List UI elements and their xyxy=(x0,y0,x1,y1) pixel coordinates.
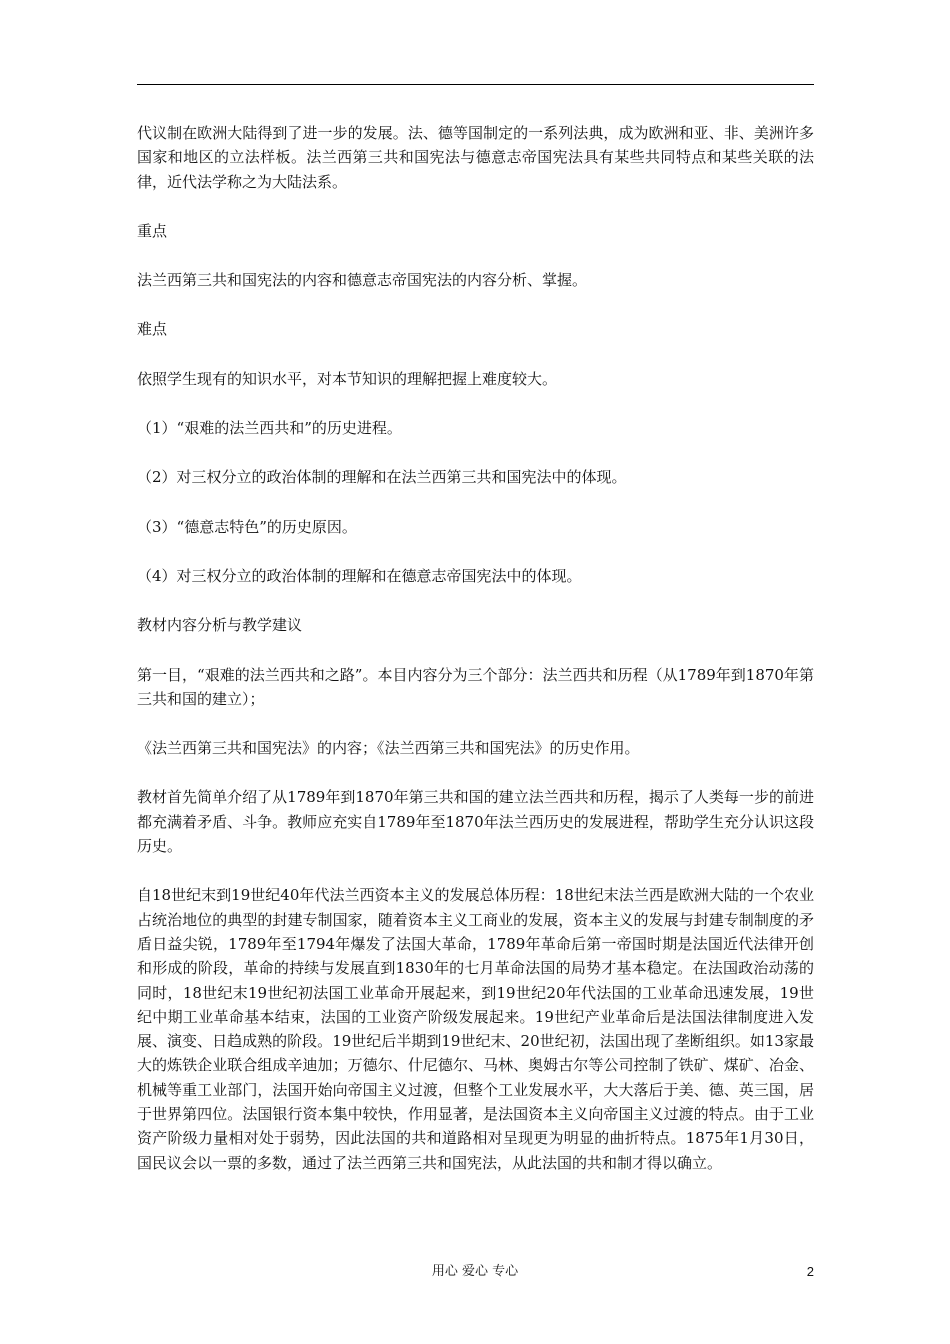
analysis-heading: 教材内容分析与教学建议 xyxy=(137,616,303,635)
key-points-text: 法兰西第三共和国宪法的内容和德意志帝国宪法的内容分析、掌握。 xyxy=(137,271,588,290)
header-rule xyxy=(137,84,814,85)
difficulties-text: 依照学生现有的知识水平，对本节知识的理解把握上难度较大。 xyxy=(137,369,558,388)
footer-text: 用心 爱心 专心 xyxy=(431,1264,519,1279)
list-item-1: （1）“艰难的法兰西共和”的历史进程。 xyxy=(137,419,402,438)
intro-paragraph: 代议制在欧洲大陆得到了进一步的发展。法、德等国制定的一系列法典，成为欧洲和亚、非、美洲许多国家和地区的立法样板。法兰西第三共和国宪法与德意志帝国宪法具有某些共同特点和某些关联的法律，近代法学称之为大陆法系。 xyxy=(137,124,814,191)
document-body xyxy=(137,121,814,1175)
list-item-4: （4）对三权分立的政治体制的理解和在德意志帝国宪法中的体现。 xyxy=(137,566,582,585)
page-number: 2 xyxy=(806,1264,814,1279)
history-paragraph: 自18世纪末到19世纪40年代法兰西资本主义的发展总体历程：18世纪末法兰西是欧洲大陆的一个农业占统治地位的典型的封建专制国家，随着资本主义工商业的发展，资本主义的发展与封建专制制度的矛盾日益尖锐，1789年至1794年爆发了法国大革命，1789年革命后第一帝国时期是法国近代法律开创和形成的阶段，革命的持续与发展直到1830年的七月革命法国的局势才基本稳定。在法国政治动荡的同时，18世纪末19世纪初法国工业革命开展起来，到19世纪20年代法国的工业革命迅速发展，19世纪中期工业革命基本结束，法国的工业资产阶级发展起来。19世纪产业革命后是法国法律制度进入发展、演变、日趋成熟的阶段。19世纪后半期到19世纪末、20世纪初，法国出现了垄断组织。如13家最大的炼铁企业联合组成辛迪加；万德尔、什尼德尔、马林、奥姆古尔等公司控制了铁矿、煤矿、冶金、机械等重工业部门，法国开始向帝国主义过渡，但整个工业发展水平，大大落后于美、德、英三国，居于世界第四位。法国银行资本集中较快，作用显著，是法国资本主义向帝国主义过渡的特点。由于工业资产阶级力量相对处于弱势，因此法国的共和道路相对呈现更为明显的曲折特点。1875年1月30日，国民议会以一票的多数，通过了法兰西第三共和国宪法，从此法国的共和制才得以确立。 xyxy=(137,886,814,1172)
difficulties-heading: 难点 xyxy=(137,320,168,339)
section-one-paragraph: 第一目，“艰难的法兰西共和之路”。本目内容分为三个部分：法兰西共和历程（从1789年到1870年第三共和国的建立）； xyxy=(137,665,814,708)
list-item-2: （2）对三权分立的政治体制的理解和在法兰西第三共和国宪法中的体现。 xyxy=(137,468,627,487)
list-item-3: （3）“德意志特色”的历史原因。 xyxy=(137,517,357,536)
constitution-paragraph: 《法兰西第三共和国宪法》的内容；《法兰西第三共和国宪法》的历史作用。 xyxy=(137,739,640,758)
key-points-heading: 重点 xyxy=(137,221,168,240)
textbook-paragraph: 教材首先简单介绍了从1789年到1870年第三共和国的建立法兰西共和历程，揭示了人类每一步的前进都充满着矛盾、斗争。教师应充实自1789年至1870年法兰西历史的发展进程，帮助学生充分认识这段历史。 xyxy=(137,788,814,856)
